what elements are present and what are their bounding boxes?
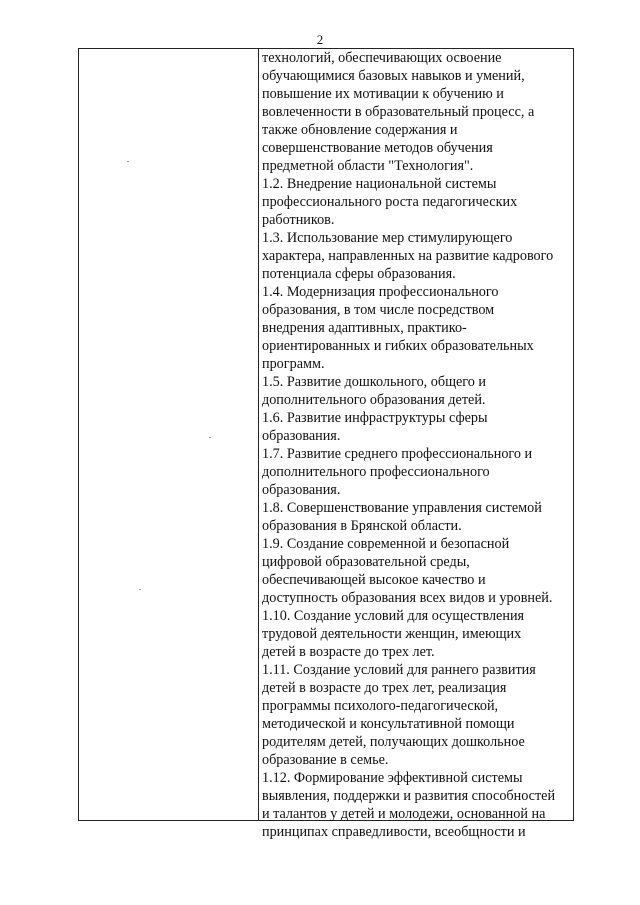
text-line: также обновление содержания и xyxy=(262,122,458,138)
text-line: дополнительного образования детей. xyxy=(262,392,486,408)
text-line: совершенствование методов обучения xyxy=(262,140,493,156)
page-number: 2 xyxy=(316,32,324,47)
text-line: обучающимися базовых навыков и умений, xyxy=(262,68,525,84)
text-line: детей в возрасте до трех лет, реализация xyxy=(262,680,507,696)
text-line: вовлеченности в образовательный процесс, а xyxy=(262,104,535,120)
left-column-cell xyxy=(79,49,258,820)
text-line: профессионального роста педагогических xyxy=(262,194,518,210)
text-line: потенциала сферы образования. xyxy=(262,266,456,282)
text-line: 1.6. Развитие инфраструктуры сферы xyxy=(262,410,488,426)
text-line: повышение их мотивации к обучению и xyxy=(262,86,504,102)
text-line: 1.10. Создание условий для осуществления xyxy=(262,608,525,624)
text-line: родителям детей, получающих дошкольное xyxy=(262,734,525,750)
text-line: технологий, обеспечивающих освоение xyxy=(262,50,502,66)
text-line: доступность образования всех видов и уровней. xyxy=(262,590,553,606)
text-line: 1.9. Создание современной и безопасной xyxy=(262,536,510,552)
text-line: 1.11. Создание условий для раннего развития xyxy=(262,662,536,678)
text-line: 1.7. Развитие среднего профессионального и xyxy=(262,446,533,462)
text-line: программы психолого-педагогической, xyxy=(262,698,499,714)
text-line: 1.2. Внедрение национальной системы xyxy=(262,176,497,192)
scan-speck xyxy=(139,589,141,590)
text-line: 1.4. Модернизация профессионального xyxy=(262,284,499,300)
text-line: выявления, поддержки и развития способностей xyxy=(262,788,556,804)
text-line: обеспечивающей высокое качество и xyxy=(262,572,486,588)
text-line: ориентированных и гибких образовательных xyxy=(262,338,534,354)
document-table xyxy=(78,48,574,840)
text-line: работников. xyxy=(262,212,335,228)
text-line: внедрения адаптивных, практико- xyxy=(262,320,467,336)
text-line: образования, в том числе посредством xyxy=(262,302,495,318)
scan-speck xyxy=(209,437,211,438)
scan-speck xyxy=(127,161,129,162)
text-line: дополнительного профессионального xyxy=(262,464,490,480)
text-line: принципах справедливости, всеобщности и xyxy=(262,824,526,840)
text-line: предметной области "Технология". xyxy=(262,158,474,174)
text-line: 1.5. Развитие дошкольного, общего и xyxy=(262,374,486,390)
text-line: образование в семье. xyxy=(262,752,389,768)
right-column-cell xyxy=(262,49,574,840)
text-line: характера, направленных на развитие кадрового xyxy=(262,248,554,264)
text-line: образования. xyxy=(262,482,341,498)
text-line: 1.8. Совершенствование управления системой xyxy=(262,500,542,516)
column-divider xyxy=(258,49,259,820)
text-line: цифровой образовательной среды, xyxy=(262,554,470,570)
text-line: образования. xyxy=(262,428,341,444)
text-line: 1.12. Формирование эффективной системы xyxy=(262,770,523,786)
text-line: детей в возрасте до трех лет. xyxy=(262,644,435,660)
text-line: 1.3. Использование мер стимулирующего xyxy=(262,230,513,246)
text-line: методической и консультативной помощи xyxy=(262,716,515,732)
text-line: программ. xyxy=(262,356,325,372)
text-line: и талантов у детей и молодежи, основанной на xyxy=(262,806,546,822)
text-line: трудовой деятельности женщин, имеющих xyxy=(262,626,522,642)
text-line: образования в Брянской области. xyxy=(262,518,462,534)
